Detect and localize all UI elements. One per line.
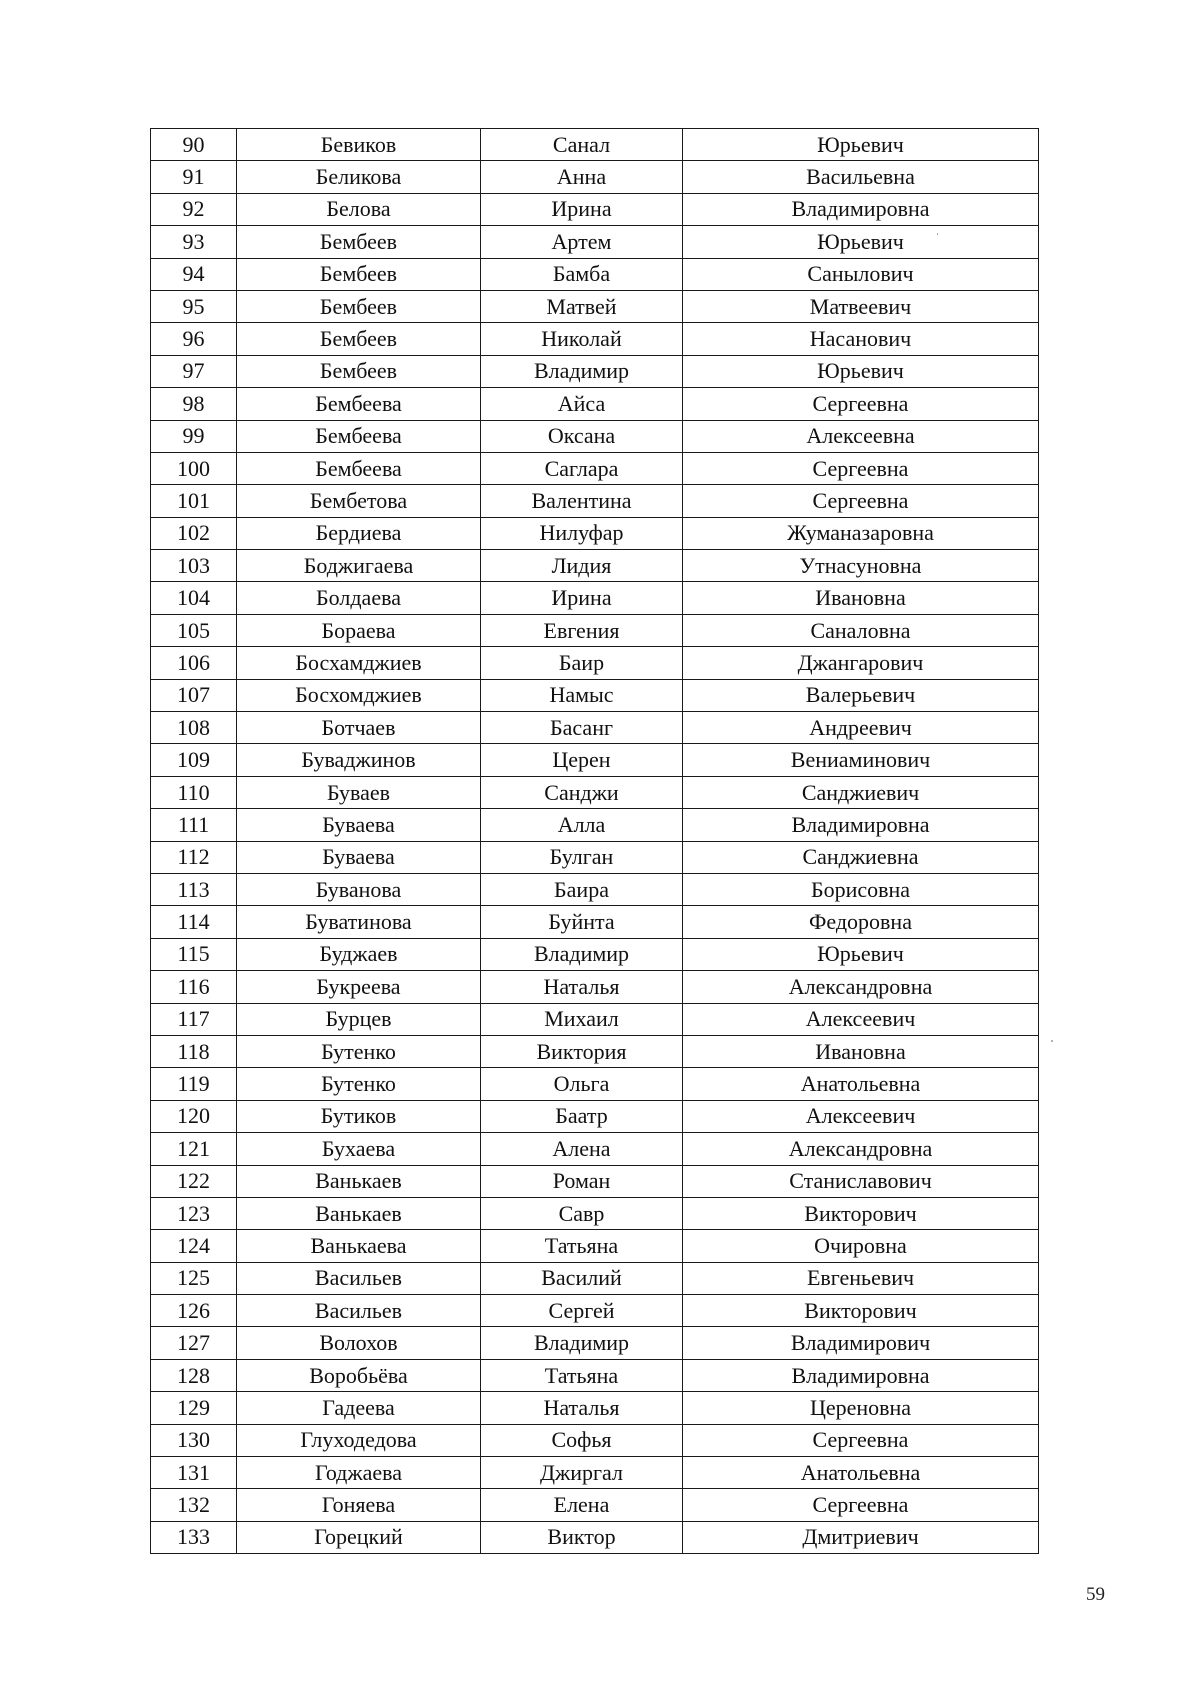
first-name-cell: Джиргал bbox=[481, 1457, 683, 1489]
first-name-cell: Роман bbox=[481, 1165, 683, 1197]
row-number-cell: 99 bbox=[151, 420, 237, 452]
table-row bbox=[151, 614, 1039, 646]
row-number-cell: 115 bbox=[151, 938, 237, 970]
first-name-cell: Василий bbox=[481, 1262, 683, 1294]
table-row bbox=[151, 258, 1039, 290]
table-row bbox=[151, 1068, 1039, 1100]
table-row bbox=[151, 226, 1039, 258]
last-name-cell: Букреева bbox=[237, 971, 481, 1003]
patronymic-cell: Александровна bbox=[683, 1133, 1039, 1165]
row-number-cell: 117 bbox=[151, 1003, 237, 1035]
last-name-cell: Бембеева bbox=[237, 452, 481, 484]
first-name-cell: Владимир bbox=[481, 355, 683, 387]
row-number-cell: 95 bbox=[151, 290, 237, 322]
row-number-cell: 131 bbox=[151, 1457, 237, 1489]
last-name-cell: Бембеев bbox=[237, 323, 481, 355]
patronymic-cell: Матвеевич bbox=[683, 290, 1039, 322]
last-name-cell: Бердиева bbox=[237, 517, 481, 549]
patronymic-cell: Санылович bbox=[683, 258, 1039, 290]
row-number-cell: 109 bbox=[151, 744, 237, 776]
row-number-cell: 116 bbox=[151, 971, 237, 1003]
row-number-cell: 132 bbox=[151, 1489, 237, 1521]
table-row bbox=[151, 582, 1039, 614]
row-number-cell: 124 bbox=[151, 1230, 237, 1262]
patronymic-cell: Санджиевич bbox=[683, 776, 1039, 808]
patronymic-cell: Очировна bbox=[683, 1230, 1039, 1262]
table-row bbox=[151, 647, 1039, 679]
row-number-cell: 98 bbox=[151, 388, 237, 420]
patronymic-cell: Борисовна bbox=[683, 873, 1039, 905]
last-name-cell: Беликова bbox=[237, 161, 481, 193]
table-row bbox=[151, 1133, 1039, 1165]
row-number-cell: 101 bbox=[151, 485, 237, 517]
last-name-cell: Васильев bbox=[237, 1262, 481, 1294]
last-name-cell: Буваджинов bbox=[237, 744, 481, 776]
table-row bbox=[151, 776, 1039, 808]
first-name-cell: Михаил bbox=[481, 1003, 683, 1035]
row-number-cell: 97 bbox=[151, 355, 237, 387]
first-name-cell: Ирина bbox=[481, 193, 683, 225]
row-number-cell: 94 bbox=[151, 258, 237, 290]
row-number-cell: 93 bbox=[151, 226, 237, 258]
row-number-cell: 130 bbox=[151, 1424, 237, 1456]
row-number-cell: 120 bbox=[151, 1100, 237, 1132]
row-number-cell: 119 bbox=[151, 1068, 237, 1100]
row-number-cell: 113 bbox=[151, 873, 237, 905]
first-name-cell: Матвей bbox=[481, 290, 683, 322]
row-number-cell: 127 bbox=[151, 1327, 237, 1359]
patronymic-cell: Владимирович bbox=[683, 1327, 1039, 1359]
row-number-cell: 107 bbox=[151, 679, 237, 711]
patronymic-cell: Анатольевна bbox=[683, 1068, 1039, 1100]
patronymic-cell: Сергеевна bbox=[683, 388, 1039, 420]
table-row bbox=[151, 452, 1039, 484]
last-name-cell: Ванькаев bbox=[237, 1197, 481, 1229]
row-number-cell: 90 bbox=[151, 129, 237, 161]
patronymic-cell: Федоровна bbox=[683, 906, 1039, 938]
row-number-cell: 125 bbox=[151, 1262, 237, 1294]
first-name-cell: Булган bbox=[481, 841, 683, 873]
first-name-cell: Евгения bbox=[481, 614, 683, 646]
patronymic-cell: Анатольевна bbox=[683, 1457, 1039, 1489]
table-row bbox=[151, 550, 1039, 582]
page-number: 59 bbox=[1086, 1584, 1105, 1605]
table-row bbox=[151, 1100, 1039, 1132]
last-name-cell: Бембеев bbox=[237, 355, 481, 387]
patronymic-cell: Алексеевна bbox=[683, 420, 1039, 452]
patronymic-cell: Утнасуновна bbox=[683, 550, 1039, 582]
last-name-cell: Волохов bbox=[237, 1327, 481, 1359]
first-name-cell: Баатр bbox=[481, 1100, 683, 1132]
first-name-cell: Наталья bbox=[481, 971, 683, 1003]
first-name-cell: Баира bbox=[481, 873, 683, 905]
first-name-cell: Артем bbox=[481, 226, 683, 258]
row-number-cell: 105 bbox=[151, 614, 237, 646]
last-name-cell: Гадеева bbox=[237, 1392, 481, 1424]
table-row bbox=[151, 1457, 1039, 1489]
first-name-cell: Ирина bbox=[481, 582, 683, 614]
row-number-cell: 91 bbox=[151, 161, 237, 193]
table-row bbox=[151, 679, 1039, 711]
patronymic-cell: Насанович bbox=[683, 323, 1039, 355]
patronymic-cell: Юрьевич bbox=[683, 226, 1039, 258]
first-name-cell: Намыс bbox=[481, 679, 683, 711]
first-name-cell: Санал bbox=[481, 129, 683, 161]
last-name-cell: Бутенко bbox=[237, 1068, 481, 1100]
row-number-cell: 128 bbox=[151, 1359, 237, 1391]
last-name-cell: Бембеев bbox=[237, 258, 481, 290]
patronymic-cell: Жуманазаровна bbox=[683, 517, 1039, 549]
patronymic-cell: Юрьевич bbox=[683, 938, 1039, 970]
table-row bbox=[151, 971, 1039, 1003]
table-row bbox=[151, 388, 1039, 420]
roster-body bbox=[151, 129, 1039, 1554]
patronymic-cell: Алексеевич bbox=[683, 1100, 1039, 1132]
first-name-cell: Савр bbox=[481, 1197, 683, 1229]
table-row bbox=[151, 873, 1039, 905]
patronymic-cell: Санджиевна bbox=[683, 841, 1039, 873]
table-row bbox=[151, 1262, 1039, 1294]
scan-speck bbox=[1051, 1040, 1053, 1042]
first-name-cell: Алла bbox=[481, 809, 683, 841]
roster-table bbox=[150, 128, 1039, 1554]
patronymic-cell: Ивановна bbox=[683, 582, 1039, 614]
table-row bbox=[151, 1327, 1039, 1359]
patronymic-cell: Джангарович bbox=[683, 647, 1039, 679]
last-name-cell: Горецкий bbox=[237, 1521, 481, 1553]
first-name-cell: Николай bbox=[481, 323, 683, 355]
table-row bbox=[151, 1003, 1039, 1035]
table-row bbox=[151, 420, 1039, 452]
last-name-cell: Васильев bbox=[237, 1295, 481, 1327]
patronymic-cell: Сергеевна bbox=[683, 1424, 1039, 1456]
scan-speck bbox=[937, 233, 938, 235]
last-name-cell: Бембеева bbox=[237, 420, 481, 452]
first-name-cell: Сергей bbox=[481, 1295, 683, 1327]
table-row bbox=[151, 1359, 1039, 1391]
patronymic-cell: Ивановна bbox=[683, 1035, 1039, 1067]
patronymic-cell: Владимировна bbox=[683, 809, 1039, 841]
first-name-cell: Софья bbox=[481, 1424, 683, 1456]
table-row bbox=[151, 1521, 1039, 1553]
first-name-cell: Наталья bbox=[481, 1392, 683, 1424]
first-name-cell: Саглара bbox=[481, 452, 683, 484]
last-name-cell: Бембеева bbox=[237, 388, 481, 420]
patronymic-cell: Владимировна bbox=[683, 1359, 1039, 1391]
last-name-cell: Бурцев bbox=[237, 1003, 481, 1035]
last-name-cell: Ванькаева bbox=[237, 1230, 481, 1262]
row-number-cell: 111 bbox=[151, 809, 237, 841]
first-name-cell: Ольга bbox=[481, 1068, 683, 1100]
table-row bbox=[151, 129, 1039, 161]
row-number-cell: 100 bbox=[151, 452, 237, 484]
patronymic-cell: Вениаминович bbox=[683, 744, 1039, 776]
first-name-cell: Алена bbox=[481, 1133, 683, 1165]
last-name-cell: Бутенко bbox=[237, 1035, 481, 1067]
first-name-cell: Баир bbox=[481, 647, 683, 679]
last-name-cell: Бембеев bbox=[237, 290, 481, 322]
last-name-cell: Белова bbox=[237, 193, 481, 225]
last-name-cell: Воробьёва bbox=[237, 1359, 481, 1391]
last-name-cell: Буваева bbox=[237, 809, 481, 841]
last-name-cell: Бевиков bbox=[237, 129, 481, 161]
last-name-cell: Болдаева bbox=[237, 582, 481, 614]
patronymic-cell: Дмитриевич bbox=[683, 1521, 1039, 1553]
table-row bbox=[151, 1295, 1039, 1327]
patronymic-cell: Евгеньевич bbox=[683, 1262, 1039, 1294]
first-name-cell: Нилуфар bbox=[481, 517, 683, 549]
patronymic-cell: Викторович bbox=[683, 1197, 1039, 1229]
first-name-cell: Оксана bbox=[481, 420, 683, 452]
row-number-cell: 96 bbox=[151, 323, 237, 355]
last-name-cell: Боджигаева bbox=[237, 550, 481, 582]
patronymic-cell: Владимировна bbox=[683, 193, 1039, 225]
table-row bbox=[151, 323, 1039, 355]
patronymic-cell: Юрьевич bbox=[683, 355, 1039, 387]
last-name-cell: Буваева bbox=[237, 841, 481, 873]
patronymic-cell: Цереновна bbox=[683, 1392, 1039, 1424]
first-name-cell: Санджи bbox=[481, 776, 683, 808]
row-number-cell: 102 bbox=[151, 517, 237, 549]
row-number-cell: 92 bbox=[151, 193, 237, 225]
first-name-cell: Владимир bbox=[481, 938, 683, 970]
row-number-cell: 103 bbox=[151, 550, 237, 582]
first-name-cell: Валентина bbox=[481, 485, 683, 517]
last-name-cell: Ванькаев bbox=[237, 1165, 481, 1197]
table-row bbox=[151, 1489, 1039, 1521]
patronymic-cell: Саналовна bbox=[683, 614, 1039, 646]
patronymic-cell: Сергеевна bbox=[683, 452, 1039, 484]
first-name-cell: Татьяна bbox=[481, 1230, 683, 1262]
table-row bbox=[151, 1392, 1039, 1424]
first-name-cell: Елена bbox=[481, 1489, 683, 1521]
last-name-cell: Годжаева bbox=[237, 1457, 481, 1489]
patronymic-cell: Алексеевич bbox=[683, 1003, 1039, 1035]
row-number-cell: 114 bbox=[151, 906, 237, 938]
patronymic-cell: Валерьевич bbox=[683, 679, 1039, 711]
last-name-cell: Буватинова bbox=[237, 906, 481, 938]
last-name-cell: Глуходедова bbox=[237, 1424, 481, 1456]
row-number-cell: 104 bbox=[151, 582, 237, 614]
table-row bbox=[151, 1424, 1039, 1456]
last-name-cell: Буджаев bbox=[237, 938, 481, 970]
first-name-cell: Бамба bbox=[481, 258, 683, 290]
last-name-cell: Бухаева bbox=[237, 1133, 481, 1165]
first-name-cell: Басанг bbox=[481, 712, 683, 744]
last-name-cell: Ботчаев bbox=[237, 712, 481, 744]
last-name-cell: Бораева bbox=[237, 614, 481, 646]
table-row bbox=[151, 485, 1039, 517]
table-row bbox=[151, 517, 1039, 549]
row-number-cell: 123 bbox=[151, 1197, 237, 1229]
table-row bbox=[151, 744, 1039, 776]
row-number-cell: 129 bbox=[151, 1392, 237, 1424]
patronymic-cell: Александровна bbox=[683, 971, 1039, 1003]
patronymic-cell: Станиславович bbox=[683, 1165, 1039, 1197]
table-row bbox=[151, 1230, 1039, 1262]
first-name-cell: Виктор bbox=[481, 1521, 683, 1553]
first-name-cell: Анна bbox=[481, 161, 683, 193]
last-name-cell: Бембетова bbox=[237, 485, 481, 517]
row-number-cell: 110 bbox=[151, 776, 237, 808]
table-row bbox=[151, 290, 1039, 322]
table-row bbox=[151, 161, 1039, 193]
patronymic-cell: Юрьевич bbox=[683, 129, 1039, 161]
row-number-cell: 121 bbox=[151, 1133, 237, 1165]
first-name-cell: Лидия bbox=[481, 550, 683, 582]
first-name-cell: Татьяна bbox=[481, 1359, 683, 1391]
first-name-cell: Айса bbox=[481, 388, 683, 420]
table-row bbox=[151, 1197, 1039, 1229]
table-row bbox=[151, 1035, 1039, 1067]
last-name-cell: Бутиков bbox=[237, 1100, 481, 1132]
row-number-cell: 118 bbox=[151, 1035, 237, 1067]
row-number-cell: 122 bbox=[151, 1165, 237, 1197]
table-row bbox=[151, 809, 1039, 841]
table-row bbox=[151, 938, 1039, 970]
table-row bbox=[151, 906, 1039, 938]
table-row bbox=[151, 1165, 1039, 1197]
table-row bbox=[151, 355, 1039, 387]
first-name-cell: Церен bbox=[481, 744, 683, 776]
patronymic-cell: Сергеевна bbox=[683, 485, 1039, 517]
row-number-cell: 106 bbox=[151, 647, 237, 679]
patronymic-cell: Сергеевна bbox=[683, 1489, 1039, 1521]
last-name-cell: Буванова bbox=[237, 873, 481, 905]
last-name-cell: Босхамджиев bbox=[237, 647, 481, 679]
row-number-cell: 133 bbox=[151, 1521, 237, 1553]
table-row bbox=[151, 193, 1039, 225]
patronymic-cell: Андреевич bbox=[683, 712, 1039, 744]
first-name-cell: Буйнта bbox=[481, 906, 683, 938]
last-name-cell: Босхомджиев bbox=[237, 679, 481, 711]
last-name-cell: Гоняева bbox=[237, 1489, 481, 1521]
table-row bbox=[151, 841, 1039, 873]
table-row bbox=[151, 712, 1039, 744]
first-name-cell: Владимир bbox=[481, 1327, 683, 1359]
last-name-cell: Буваев bbox=[237, 776, 481, 808]
last-name-cell: Бембеев bbox=[237, 226, 481, 258]
patronymic-cell: Викторович bbox=[683, 1295, 1039, 1327]
row-number-cell: 108 bbox=[151, 712, 237, 744]
first-name-cell: Виктория bbox=[481, 1035, 683, 1067]
row-number-cell: 112 bbox=[151, 841, 237, 873]
patronymic-cell: Васильевна bbox=[683, 161, 1039, 193]
row-number-cell: 126 bbox=[151, 1295, 237, 1327]
